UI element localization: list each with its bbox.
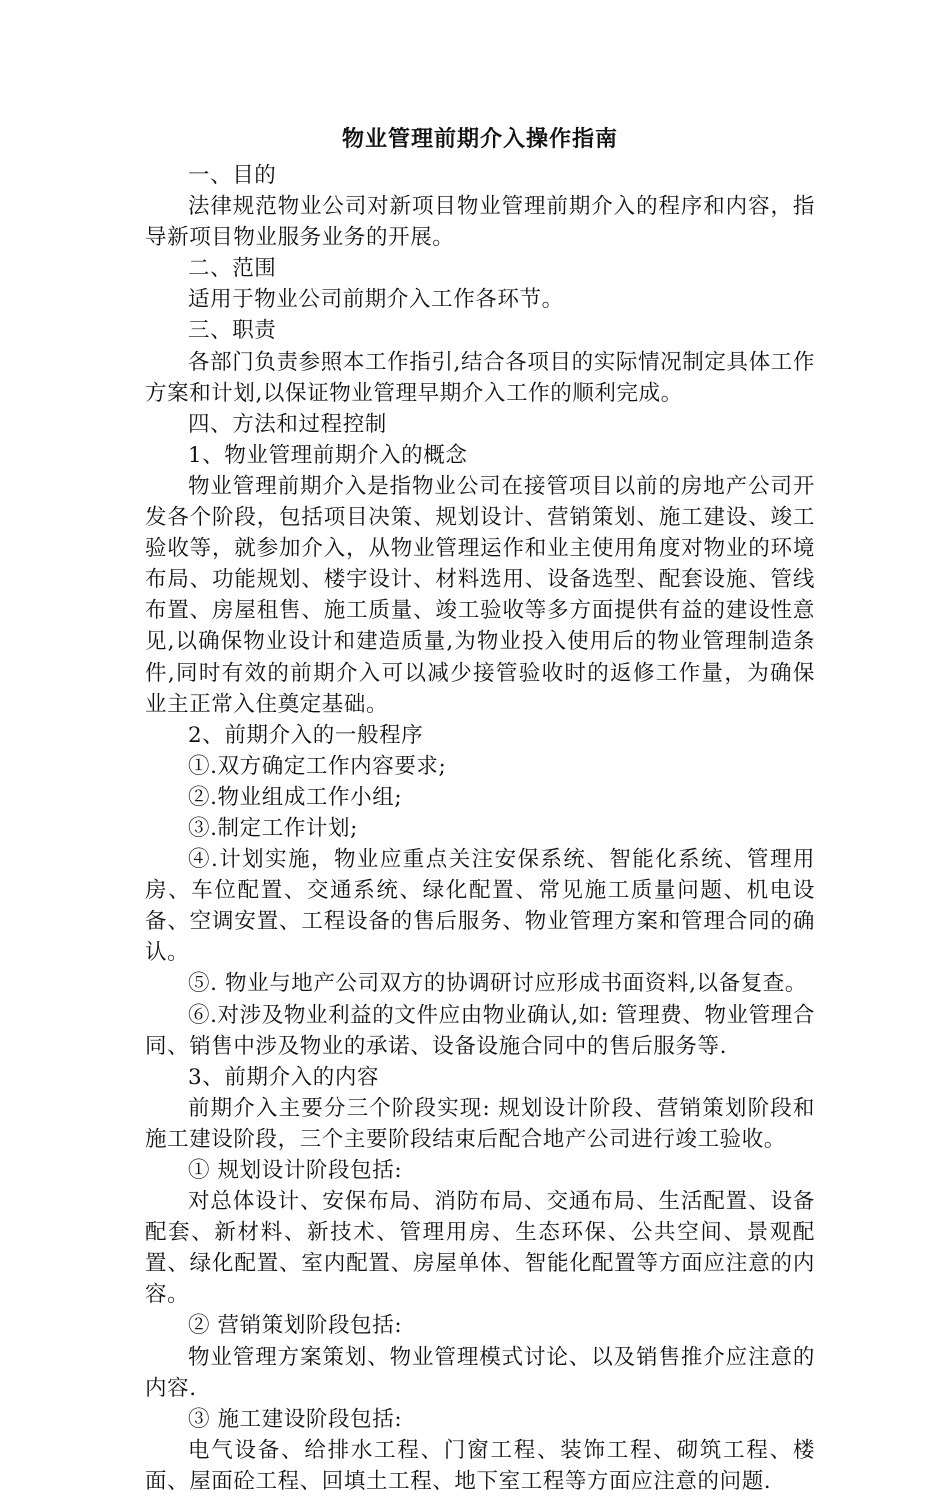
paragraph-planning-stage: 对总体设计、安保布局、消防布局、交通布局、生活配置、设备配套、新材料、新技术、管理用房、生态环保、公共空间、景观配置、绿化配置、室内配置、房屋单体、智能化配置等方面应注意的内容。: [145, 1189, 815, 1308]
subheading-planning-stage: ① 规划设计阶段包括:: [188, 1158, 403, 1183]
paragraph-content-overview: 前期介入主要分三个阶段实现: 规划设计阶段、营销策划阶段和施工建设阶段，三个主要阶段结束后配合地产公司进行竣工验收。: [145, 1095, 815, 1152]
list-item-procedure-3: ③.制定工作计划;: [188, 815, 358, 841]
section-heading-purpose: 一、目的: [188, 163, 277, 188]
paragraph-purpose: 法律规范物业公司对新项目物业管理前期介入的程序和内容，指导新项目物业服务业务的开展。: [145, 194, 815, 251]
list-item-procedure-2: ②.物业组成工作小组;: [188, 784, 403, 810]
paragraph-concept: 物业管理前期介入是指物业公司在接管项目以前的房地产公司开发各个阶段，包括项目决策、规划设计、营销策划、施工建设、竣工验收等，就参加介入，从物业管理运作和业主使用角度对物业的环境布局、功能规划、楼宇设计、材料选用、设备选型、配套设施、管线布置、房屋租售、施工质量、竣工验收等多方面提供有益的建设性意见,以确保物业设计和建造质量,为物业投入使用后的物业管理制造条件,同时有效的前期介入可以减少接管验收时的返修工作量，为确保业主正常入住奠定基础。: [145, 473, 815, 717]
document-title: 物业管理前期介入操作指南: [341, 126, 618, 152]
paragraph-scope: 适用于物业公司前期介入工作各环节。: [188, 287, 564, 313]
document-page: [145, 112, 815, 1497]
section-heading-methods: 四、方法和过程控制: [188, 411, 387, 437]
list-item-procedure-4: ④.计划实施，物业应重点关注安保系统、智能化系统、管理用房、车位配置、交通系统、绿化配置、常见施工质量问题、机电设备、空调安置、工程设备的售后服务、物业管理方案和管理合同的确认。: [145, 847, 815, 966]
list-item-procedure-6: ⑥.对涉及物业利益的文件应由物业确认,如: 管理费、物业管理合同、销售中涉及物业的承诺、设备设施合同中的售后服务等.: [145, 1002, 815, 1059]
section-heading-scope: 二、范围: [188, 256, 277, 282]
paragraph-duties: 各部门负责参照本工作指引,结合各项目的实际情况制定具体工作方案和计划,以保证物业管理早期介入工作的顺利完成。: [145, 349, 815, 406]
subheading-content: 3、前期介入的内容: [188, 1064, 380, 1090]
paragraph-construction-stage: 电气设备、给排水工程、门窗工程、装饰工程、砌筑工程、楼面、屋面砼工程、回填土工程、地下室工程等方面应注意的问题.: [145, 1437, 815, 1494]
list-item-procedure-5: ⑤. 物业与地产公司双方的协调研讨应形成书面资料,以备复查。: [188, 971, 808, 997]
subheading-marketing-stage: ② 营销策划阶段包括:: [188, 1313, 403, 1339]
section-heading-duties: 三、职责: [188, 318, 277, 344]
list-item-procedure-1: ①.双方确定工作内容要求;: [188, 753, 447, 779]
subheading-construction-stage: ③ 施工建设阶段包括:: [188, 1406, 403, 1432]
paragraph-marketing-stage: 物业管理方案策划、物业管理模式讨论、以及销售推介应注意的内容.: [145, 1344, 815, 1401]
subheading-procedure: 2、前期介入的一般程序: [188, 722, 424, 748]
subheading-concept: 1、物业管理前期介入的概念: [188, 442, 468, 468]
